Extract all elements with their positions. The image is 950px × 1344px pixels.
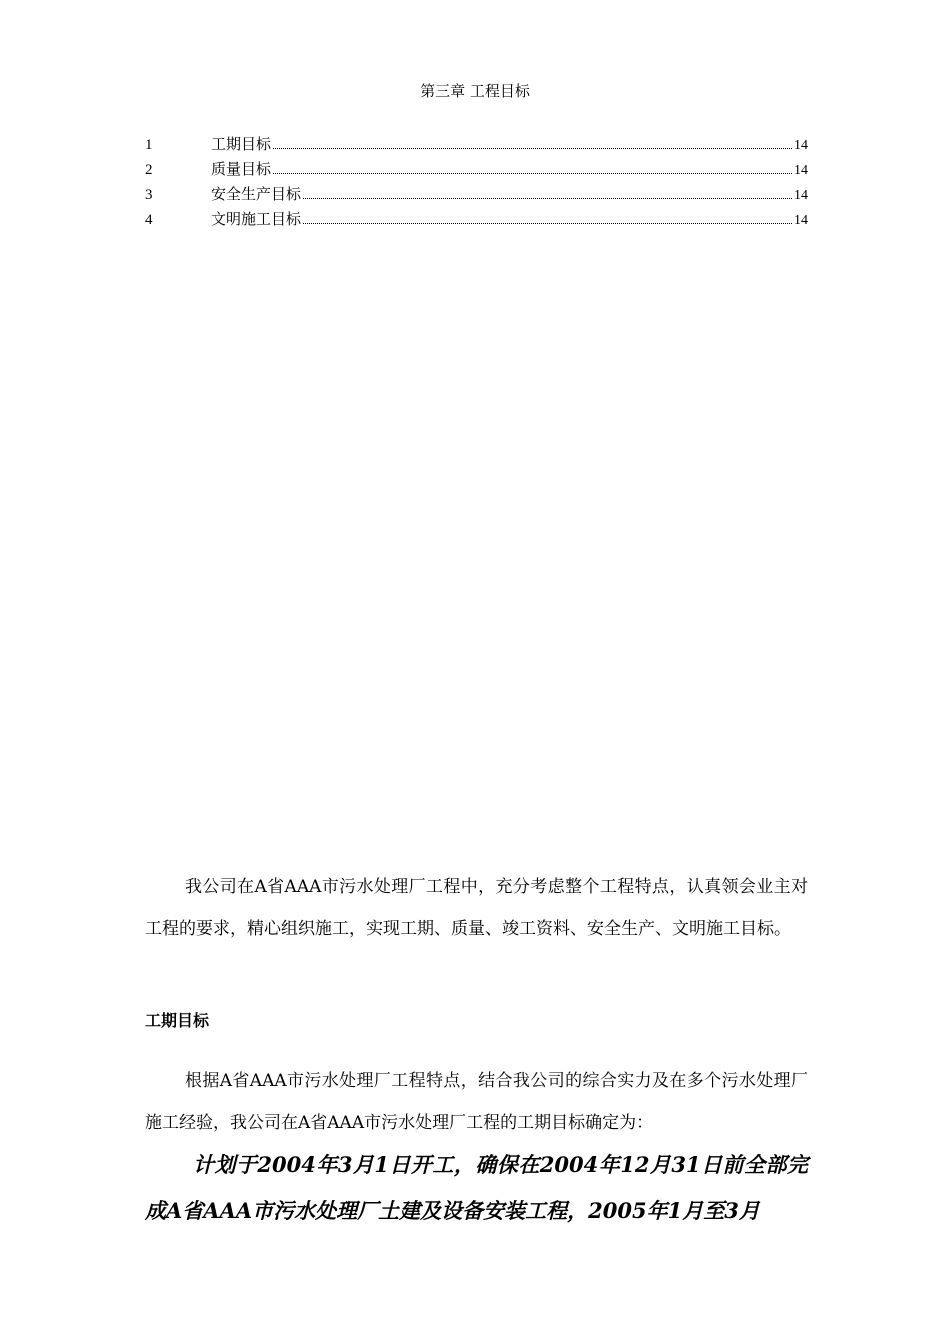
toc-dot-leader xyxy=(273,156,792,174)
toc-entry-title: 安全生产目标 xyxy=(211,185,302,203)
toc-dot-leader xyxy=(303,206,792,224)
schedule-paragraph: 根据A省AAA市污水处理厂工程特点，结合我公司的综合实力及在多个污水处理厂施工经验，我公司在A省AAA市污水处理厂工程的工期目标确定为： xyxy=(145,1071,808,1133)
toc-entry[interactable] xyxy=(145,206,808,231)
toc-entry-number: 4 xyxy=(145,212,153,228)
toc-entry-number: 2 xyxy=(145,162,153,178)
toc-entry-page: 14 xyxy=(794,213,808,228)
toc-entry-title: 工期目标 xyxy=(211,135,272,153)
toc-entry-page: 14 xyxy=(794,188,808,203)
toc-entry-page: 14 xyxy=(794,163,808,178)
toc-entry-page: 14 xyxy=(794,138,808,153)
intro-paragraph: 我公司在A省AAA市污水处理厂工程中，充分考虑整个工程特点，认真领会业主对工程的要求，精心组织施工，实现工期、质量、竣工资料、安全生产、文明施工目标。 xyxy=(145,877,808,939)
toc-entry-title: 文明施工目标 xyxy=(211,210,302,228)
toc-entry-number: 1 xyxy=(145,137,153,153)
toc-entry[interactable] xyxy=(145,156,808,181)
toc-entry[interactable] xyxy=(145,131,808,156)
toc-entry-title: 质量目标 xyxy=(211,160,272,178)
toc-dot-leader xyxy=(303,181,792,199)
toc-entry-number: 3 xyxy=(145,187,153,203)
schedule-goal-statement: 计划于2004年3月1日开工，确保在2004年12月31日前全部完成A省AAA市污水处理厂土建及设备安装工程，2005年1月至3月 xyxy=(145,1152,808,1223)
chapter-title: 第三章 工程目标 xyxy=(420,82,530,100)
toc-dot-leader xyxy=(273,131,792,149)
section-heading-schedule: 工期目标 xyxy=(145,1011,210,1030)
table-of-contents xyxy=(145,131,808,231)
toc-entry[interactable] xyxy=(145,181,808,206)
